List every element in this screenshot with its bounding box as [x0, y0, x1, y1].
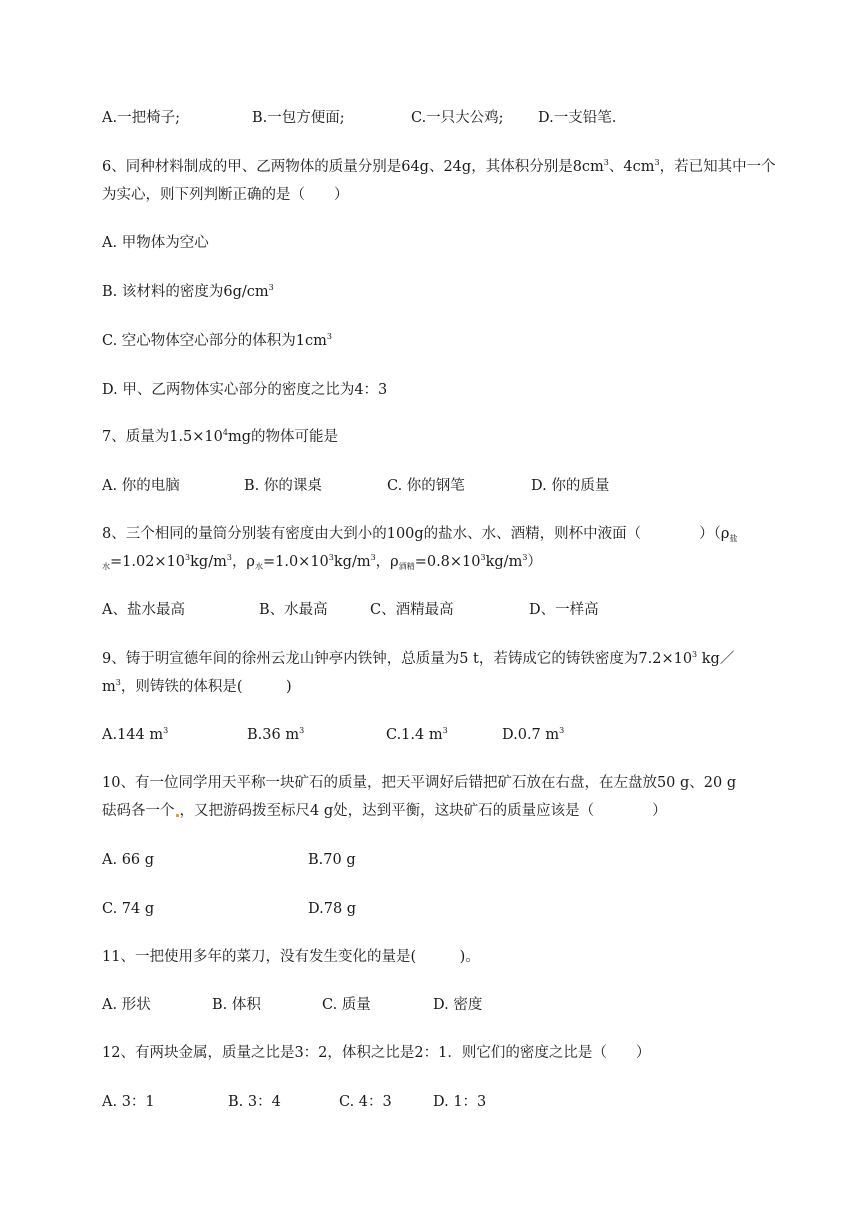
- question-12-stem: 12、有两块金属，质量之比是3：2，体积之比是2：1．则它们的密度之比是（ ）: [102, 1045, 651, 1061]
- option-a: A. 甲物体为空心: [102, 235, 209, 251]
- option-c: C. 74 g: [102, 901, 155, 917]
- option-d: D.0.7 $m^3$: [502, 726, 565, 743]
- option-a: A. 66 g: [102, 852, 155, 868]
- option-a: A.144 $m^3$: [102, 726, 169, 743]
- option-b: B、水最高: [259, 602, 328, 618]
- option-b: B.70 g: [308, 852, 356, 868]
- question-8-stem-line-1: 8、三个相同的量筒分别装有密度由大到小的100g的盐水、水、酒精，则杯中液面（ ）（$\rho_盐$: [102, 526, 738, 543]
- option-d: D. 甲、乙两物体实心部分的密度之比为4：3: [102, 382, 388, 398]
- option-c: C、酒精最高: [370, 602, 454, 618]
- question-10-stem-line-2: 砝码各一个 ，又把游码拨至标尺4 g处，达到平衡，这块矿石的质量应该是（ ）: [102, 803, 667, 819]
- option-c: C.1.4 $m^3$: [386, 726, 448, 743]
- option-c: C. 你的钢笔: [387, 478, 465, 494]
- option-a: A. 形状: [102, 997, 151, 1013]
- option-b: B. 体积: [212, 997, 261, 1013]
- option-b: B. 该材料的密度为$6g/cm^3$: [102, 283, 274, 300]
- question-6-stem-line-2: 为实心，则下列判断正确的是（ ）: [102, 187, 349, 203]
- question-10-stem-line-1: 10、有一位同学用天平称一块矿石的质量，把天平调好后错把矿石放在右盘，在左盘放50 g、20 g: [102, 775, 737, 791]
- option-c: C. 4：3: [339, 1094, 392, 1110]
- question-9-stem-line-1: 9、铸于明宣德年间的徐州云龙山钟亭内铁钟，总质量为5 t，若铸成它的铸铁密度为$7.2\times 10^3$ kg／: [102, 650, 735, 667]
- option-c: C. 空心物体空心部分的体积为$1cm^3$: [102, 332, 332, 349]
- option-a: A、盐水最高: [102, 602, 185, 618]
- question-6-stem-line-1: 6、同种材料制成的甲、乙两物体的质量分别是64g、24g，其体积分别是$8cm^3$、$4cm^3$，若已知其中一个: [102, 158, 776, 175]
- option-c: C. 质量: [322, 997, 371, 1013]
- question-7-stem: 7、质量为$1.5\times 10^4mg$的物体可能是: [102, 428, 339, 445]
- option-d: D.一支铅笔.: [538, 110, 617, 126]
- option-a: A. 你的电脑: [102, 478, 180, 494]
- option-c: C.一只大公鸡;: [411, 110, 504, 126]
- option-d: D. 1：3: [433, 1094, 487, 1110]
- option-b: B.36 $m^3$: [247, 726, 305, 743]
- option-b: B. 你的课桌: [244, 478, 322, 494]
- option-b: B.一包方便面;: [252, 110, 345, 126]
- option-d: D、一样高: [529, 602, 599, 618]
- option-d: D.78 g: [308, 901, 357, 917]
- option-a: A. 3：1: [102, 1094, 155, 1110]
- question-9-stem-line-2: $m^3$，则铸铁的体积是( ): [102, 678, 292, 695]
- question-11-stem: 11、一把使用多年的菜刀，没有发生变化的量是( )。: [102, 949, 480, 965]
- option-d: D. 你的质量: [531, 478, 610, 494]
- question-8-stem-line-2: $_水=1.02\times 10^3kg/m^3$，$\rho_水=1.0\times 10^3kg/m^3$，$\rho_{酒精}=0.8\times 10^3kg/m^3$）: [102, 553, 542, 571]
- option-b: B. 3：4: [228, 1094, 281, 1110]
- option-a: A.一把椅子;: [102, 110, 180, 126]
- stray-mark: [176, 814, 179, 817]
- option-d: D. 密度: [433, 997, 483, 1013]
